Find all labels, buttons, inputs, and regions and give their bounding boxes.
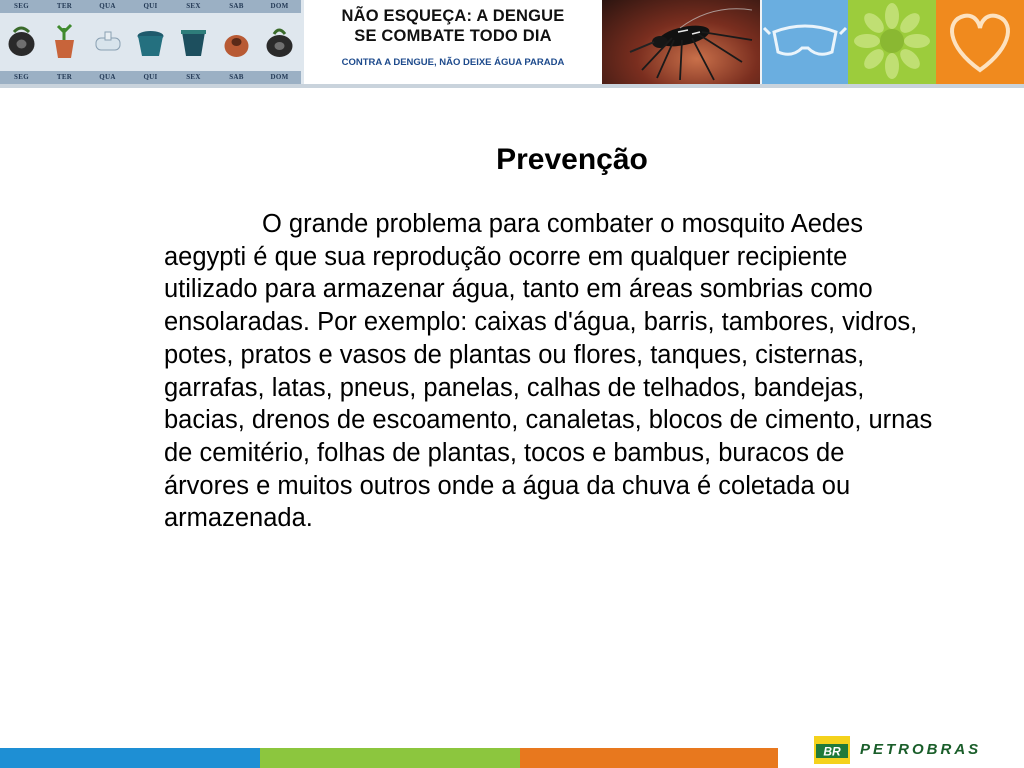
tire-icon — [264, 22, 295, 60]
day-label: TER — [43, 0, 86, 13]
day-label: QUA — [86, 0, 129, 13]
footer-bar-orange — [520, 748, 778, 768]
goggles-tile — [762, 0, 848, 84]
day-label: SEG — [0, 71, 43, 84]
vase-icon — [221, 22, 252, 60]
day-label: DOM — [258, 71, 301, 84]
br-logo-icon — [814, 736, 850, 764]
day-label: QUI — [129, 71, 172, 84]
bottle-icon — [92, 22, 123, 60]
day-column — [129, 0, 172, 84]
day-label: TER — [43, 71, 86, 84]
day-label: DOM — [258, 0, 301, 13]
day-label: SEG — [0, 0, 43, 13]
goggles-icon — [762, 0, 848, 84]
mosquito-photo — [602, 0, 760, 84]
day-column — [0, 0, 43, 84]
day-column — [215, 0, 258, 84]
mosquito-icon — [602, 0, 760, 84]
day-column — [43, 0, 86, 84]
slogan-line: NÃO ESQUEÇA: A DENGUE — [341, 7, 565, 25]
slide-title: Prevenção — [496, 143, 648, 176]
day-label: SAB — [215, 0, 258, 13]
day-column — [258, 0, 301, 84]
footer-bar-green — [260, 748, 520, 768]
footer-bar-blue — [0, 748, 260, 768]
tire-icon — [6, 22, 37, 60]
slogan-box — [304, 0, 602, 84]
sunflower-icon — [848, 0, 936, 84]
slide-body-text: O grande problema para combater o mosquito Aedes aegypti é que sua reprodução ocorre em qualquer recipiente utilizado para armazenar água, tanto em áreas sombrias como ensolaradas. Por exemplo: caixas d'água, barris, tambores, vidros, potes, pratos e vasos de plantas ou flores, tanques, cisternas, garrafas, latas, pneus, panelas, calhas de telhados, bandejas, bacias, drenos de escoamento, canaletas, blocos de cimento, urnas de cemitério, folhas de plantas, tocos e bambus, buracos de árvores e muitos outros onde a água da chuva é coletada ou armazenada. — [164, 210, 933, 533]
bucket-icon — [135, 22, 166, 60]
heart-icon — [936, 0, 1024, 84]
br-logo-text: BR — [823, 744, 841, 759]
slogan-line: SE COMBATE TODO DIA — [354, 27, 552, 45]
weekday-strip — [0, 0, 304, 84]
sunflower-tile — [848, 0, 936, 84]
slogan-subtitle: CONTRA A DENGUE, NÃO DEIXE ÁGUA PARADA — [341, 57, 565, 68]
day-label: SAB — [215, 71, 258, 84]
pot-icon — [178, 22, 209, 60]
day-label: SEX — [172, 71, 215, 84]
header-banner — [0, 0, 1024, 84]
banner-divider — [0, 84, 1024, 88]
heart-tile — [936, 0, 1024, 84]
day-label: QUA — [86, 71, 129, 84]
day-column — [172, 0, 215, 84]
plant-pot-icon — [49, 22, 80, 60]
day-label: QUI — [129, 0, 172, 13]
day-column — [86, 0, 129, 84]
day-label: SEX — [172, 0, 215, 13]
brand-name: PETROBRAS — [860, 741, 982, 758]
